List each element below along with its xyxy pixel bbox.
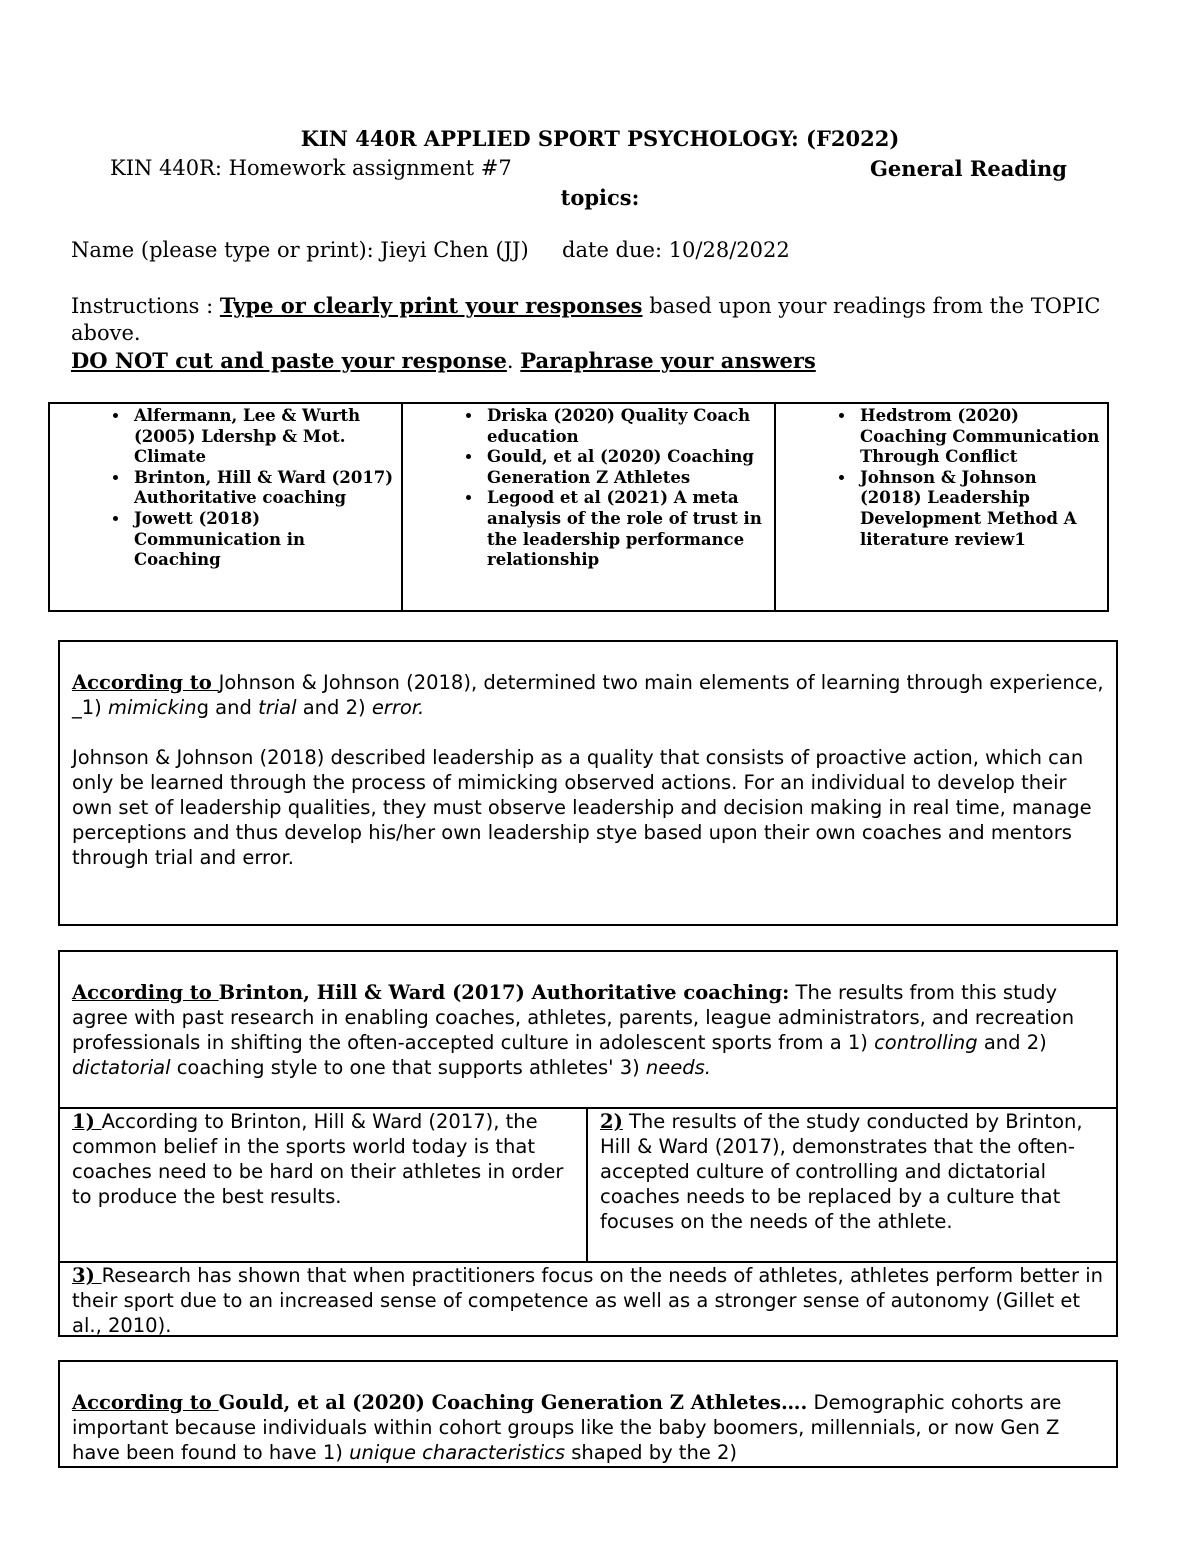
answer-box-johnson <box>58 640 1118 926</box>
reading-item: • Johnson & Johnson (2018) Leadership Development Method A literature review1 <box>856 468 1101 550</box>
homework-label: KIN 440R: Homework assignment #7 <box>110 156 512 180</box>
gould-ref: Gould, et al (2020) Coaching Generation Z Athletes…. <box>218 1391 808 1414</box>
readings-table <box>48 402 1109 612</box>
answer-text: g and <box>196 696 259 719</box>
answer-text: The results of the study conducted by Brinton, Hill & Ward (2017), demonstrates that the often-accepted culture of controlling and dictatorial coaches needs to be replaced by a culture that focuses on the needs of the athlete. <box>600 1110 1083 1233</box>
reading-item: • Brinton, Hill & Ward (2017) Authoritative coaching <box>130 468 395 509</box>
instructions-sep: . <box>506 349 521 373</box>
readings-col-1 <box>49 403 402 611</box>
answer-text: Research has shown that when practitioners focus on the needs of athletes, athletes perform better in their sport due to an increased sense of competence as well as a stronger sense of autonomy (Gillet et al., 2010). <box>72 1264 1104 1337</box>
gould-unique: unique characteristics <box>349 1441 566 1464</box>
answer-mimicking: mimickin <box>107 696 197 719</box>
reading-item: • Alfermann, Lee & Wurth (2005) Ldershp & Mot. Climate <box>130 406 395 468</box>
answer-trial: trial <box>258 696 297 719</box>
brinton-dictatorial: dictatorial <box>72 1056 171 1079</box>
reading-item: • Hedstrom (2020) Coaching Communication Through Conflict <box>856 406 1101 468</box>
brinton-answer-2 <box>588 1109 1116 1261</box>
topics-label: topics: <box>560 185 640 210</box>
instructions-warning: DO NOT cut and paste your response <box>71 348 507 373</box>
answer-text: and 2) <box>296 696 372 719</box>
readings-col-2 <box>402 403 775 611</box>
brinton-intro <box>60 952 1116 1109</box>
brinton-text: coaching style to one that supports athletes' 3) <box>170 1056 646 1079</box>
answer-num: _1) <box>72 696 108 719</box>
gould-text: shaped by the 2) <box>565 1441 738 1464</box>
according-to-label: According to <box>72 1391 219 1414</box>
answer-text: According to Brinton, Hill & Ward (2017), the common belief in the sports world today is that coaches need to be hard on their athletes in order to produce the best results. <box>72 1110 564 1208</box>
brinton-answers-row <box>60 1109 1116 1263</box>
instructions <box>71 292 1131 375</box>
answer-num: 1) <box>72 1110 102 1133</box>
readings-col-3 <box>775 403 1108 611</box>
reading-item: • Jowett (2018) Communication in Coaching <box>130 509 395 571</box>
according-to-label: According to <box>72 981 219 1004</box>
answer-box-brinton <box>58 950 1118 1337</box>
according-to-label: According to <box>72 671 219 694</box>
brinton-controlling: controlling <box>874 1031 978 1054</box>
brinton-text: The results from this study agree with past research in enabling coaches, athletes, parents, league administrators, and recreation professionals in shifting the often-accepted culture in adolescent sports from a 1) <box>72 981 1075 1054</box>
reading-item: • Driska (2020) Quality Coach education <box>483 406 768 447</box>
answer-num: 3) <box>72 1264 102 1287</box>
reading-item: • Legood et al (2021) A meta analysis of the role of trust in the leadership performance relationship <box>483 488 768 570</box>
general-reading-label: General Reading <box>870 156 1067 181</box>
instructions-emphasis: Type or clearly print your responses <box>219 293 643 318</box>
answer-box-gould <box>58 1360 1118 1468</box>
brinton-answer-3 <box>60 1263 1116 1338</box>
brinton-answer-1 <box>60 1109 588 1261</box>
answer-num: 2) <box>600 1110 623 1133</box>
gould-text: Demographic cohorts are important because individuals within cohort groups like the baby boomers, millennials, or now Gen Z have been found to have 1) <box>72 1391 1062 1464</box>
reading-item: • Gould, et al (2020) Coaching Generation Z Athletes <box>483 447 768 488</box>
instructions-rest: based upon your readings from the TOPIC above. <box>71 294 1101 345</box>
answer-error: error. <box>371 696 425 719</box>
brinton-text: and 2) <box>977 1031 1047 1054</box>
page-title: KIN 440R APPLIED SPORT PSYCHOLOGY: (F2022) <box>300 126 900 151</box>
brinton-ref: Brinton, Hill & Ward (2017) Authoritative coaching: <box>218 981 790 1004</box>
instructions-paraphrase: Paraphrase your answers <box>520 348 816 373</box>
instructions-label: Instructions : <box>71 294 220 318</box>
brinton-needs: needs. <box>645 1056 712 1079</box>
name-date-line: Name (please type or print): Jieyi Chen (JJ) date due: 10/28/2022 <box>71 238 790 262</box>
johnson-lead: Johnson & Johnson (2018), determined two main elements of learning through experience, <box>218 671 1104 694</box>
johnson-paragraph: Johnson & Johnson (2018) described leadership as a quality that consists of proactive action, which can only be learned through the process of mimicking observed actions. For an individual to develop their own set of leadership qualities, they must observe leadership and decision making in real time, manage perceptions and thus develop his/her own leadership stye based upon their own coaches and mentors through trial and error. <box>72 746 1092 869</box>
